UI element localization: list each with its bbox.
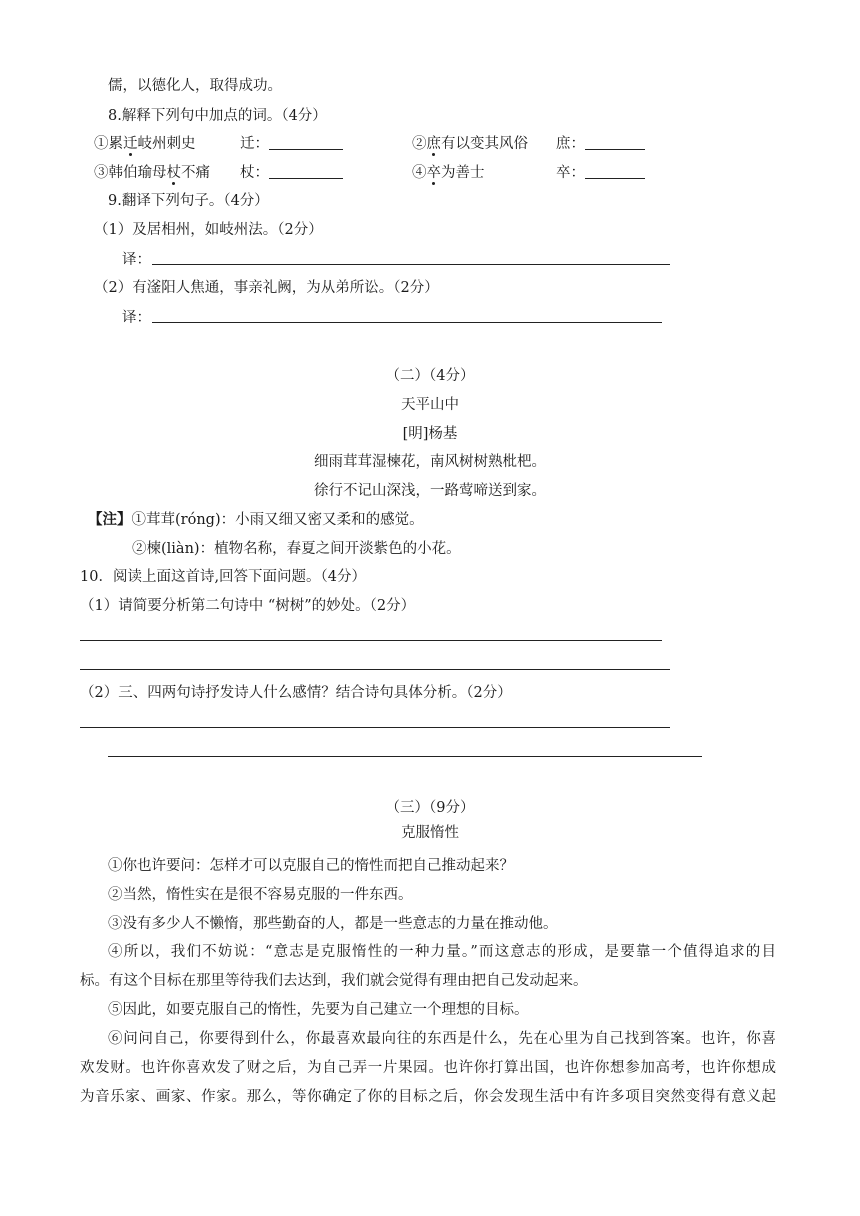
section-2-heading: （二）（4分） — [385, 368, 475, 384]
q8-item-2: ②庶有以变其风俗 — [412, 136, 528, 152]
essay-paragraph-6-line-3: 为音乐家、画家、作家。那么，等你确定了你的目标之后，你会发现生活中有许多项目突然变得有意义起 — [80, 1089, 776, 1105]
section-3-heading: （三）（9分） — [385, 800, 475, 816]
poem-note-1: 【注】①茸茸(róng)：小雨又细又密又柔和的感觉。 — [88, 511, 424, 528]
q8-item-1-answer: 迁： — [240, 134, 343, 154]
question-10-prompt: 10．阅读上面这首诗,回答下面问题。（4分） — [80, 569, 367, 585]
poem-author: [明]杨基 — [402, 426, 458, 442]
q8-item-4-answer: 卒： — [556, 163, 645, 183]
answer-blank[interactable] — [269, 164, 343, 179]
dotted-char: 杖 — [166, 165, 181, 181]
essay-paragraph-2: ②当然，惰性实在是很不容易克服的一件东西。 — [108, 887, 413, 903]
q8-item-3-answer: 杖： — [240, 163, 343, 183]
answer-line[interactable] — [80, 727, 670, 728]
note-tag: 【注】 — [88, 511, 132, 528]
translation-line-2[interactable] — [152, 322, 662, 323]
dotted-char: 迁 — [123, 136, 138, 152]
essay-paragraph-5: ⑤因此，如要克服自己的惰性，先要为自己建立一个理想的目标。 — [108, 1002, 529, 1018]
poem-line-1: 细雨茸茸湿楝花，南风树树熟枇杷。 — [314, 454, 546, 470]
q9-sentence-2: （2）有滏阳人焦通，事亲礼阙，为从弟所讼。（2分） — [94, 280, 439, 296]
poem-line-2: 徐行不记山深浅，一路莺啼送到家。 — [314, 483, 546, 499]
answer-line[interactable] — [80, 669, 670, 670]
question-8-prompt: 8.解释下列句中加点的词。（4分） — [108, 108, 327, 124]
answer-blank[interactable] — [269, 135, 343, 150]
essay-paragraph-3: ③没有多少人不懒惰，那些勤奋的人，都是一些意志的力量在推动他。 — [108, 916, 558, 932]
answer-blank[interactable] — [585, 164, 645, 179]
essay-paragraph-4-line-1: ④所以，我们不妨说：“意志是克服惰性的一种力量。”而这意志的形成，是要靠一个值得追求的目 — [108, 944, 776, 960]
q8-item-3: ③韩伯瑜母杖不痛 — [94, 165, 210, 181]
q9-translate-label-2: 译： — [122, 310, 151, 326]
essay-title: 克服惰性 — [401, 825, 459, 841]
q9-translate-label-1: 译： — [122, 252, 151, 268]
q8-item-2-answer: 庶： — [556, 134, 645, 154]
answer-line[interactable] — [80, 640, 662, 641]
dotted-char: 庶 — [426, 136, 441, 152]
essay-paragraph-4-line-2: 标。有这个目标在那里等待我们去达到，我们就会觉得有理由把自己发动起来。 — [80, 973, 588, 989]
answer-blank[interactable] — [585, 135, 645, 150]
essay-paragraph-6-line-2: 欢发财。也许你喜欢发了财之后，为自己弄一片果园。也许你打算出国，也许你想参加高考，也许你想成 — [80, 1060, 776, 1076]
translation-line-1[interactable] — [152, 264, 670, 265]
poem-title: 天平山中 — [401, 397, 459, 413]
continuation-line: 儒，以德化人，取得成功。 — [108, 78, 282, 94]
poem-note-2: ②楝(liàn)：植物名称，春夏之间开淡紫色的小花。 — [132, 541, 461, 557]
essay-paragraph-1: ①你也许要问：怎样才可以克服自己的惰性而把自己推动起来？ — [108, 858, 514, 874]
q8-item-4: ④卒为善士 — [412, 165, 485, 181]
q10-sub-2: （2）三、四两句诗抒发诗人什么感情？结合诗句具体分析。（2分） — [80, 685, 512, 701]
answer-line[interactable] — [108, 756, 702, 757]
dotted-char: 卒 — [426, 165, 441, 181]
question-9-prompt: 9.翻译下列句子。（4分） — [108, 193, 269, 209]
q9-sentence-1: （1）及居相州，如岐州法。（2分） — [94, 222, 323, 238]
q10-sub-1: （1）请简要分析第二句诗中 “树树”的妙处。（2分） — [80, 598, 416, 614]
essay-paragraph-6-line-1: ⑥问问自己，你要得到什么，你最喜欢最向往的东西是什么，先在心里为自己找到答案。也许，你喜 — [108, 1031, 776, 1047]
q8-item-1: ①累迁岐州刺史 — [94, 136, 196, 152]
